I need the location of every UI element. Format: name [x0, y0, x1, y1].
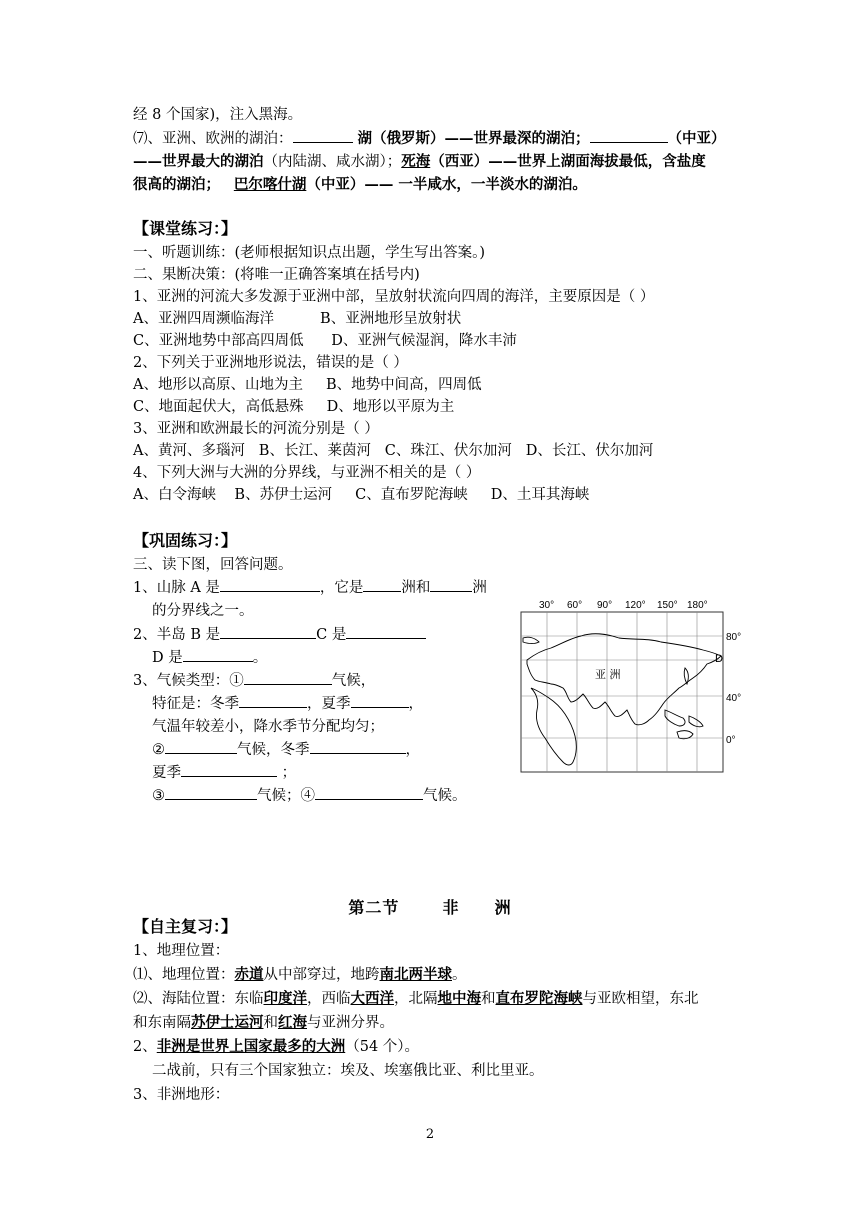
text: ，夏季 — [307, 696, 351, 712]
text: 和东南隔 — [133, 1015, 191, 1031]
text: （54 个）。 — [345, 1039, 420, 1055]
text: ，西临 — [307, 991, 351, 1007]
text: 赤道 — [234, 966, 264, 983]
blank — [220, 624, 316, 639]
text: ③ — [152, 788, 165, 804]
text: 红海 — [278, 1014, 307, 1031]
text: 。 — [252, 650, 268, 666]
text: 气候。 — [423, 788, 467, 804]
text: 气候，冬季 — [237, 742, 310, 758]
text-line: 4、下列大洲与大洲的分界线，与亚洲不相关的是（ ） — [133, 465, 481, 481]
text: 巴尔喀什湖 — [233, 176, 307, 193]
text-line — [133, 577, 487, 599]
text-line — [133, 964, 467, 986]
page-number: 2 — [425, 1127, 435, 1142]
text: ⑺、亚洲、欧洲的湖泊： — [133, 131, 293, 147]
coastline — [523, 634, 721, 765]
section-header: 【巩固练习：】 — [133, 531, 238, 550]
text-line: 的分界线之一。 — [152, 603, 254, 619]
text: ⑵、海陆位置：东临 — [133, 991, 264, 1007]
blank — [220, 577, 320, 592]
text-line: 二、果断决策：(将唯一正确答案填在括号内) — [133, 267, 420, 283]
text-line — [133, 670, 375, 692]
blank — [183, 647, 253, 662]
text: ，北隔 — [394, 991, 438, 1007]
text: ， — [405, 742, 420, 758]
title-part: 第二节 — [348, 898, 400, 917]
section-header: 【课堂练习：】 — [133, 219, 238, 238]
text-line: A、亚洲四周濒临海洋 B、亚洲地形呈放射状 — [133, 311, 462, 327]
text: D 是 — [152, 650, 183, 666]
text: 2、 — [133, 1039, 157, 1055]
text-line: 二战前，只有三个国家独立：埃及、埃塞俄比亚、利比里亚。 — [152, 1063, 544, 1079]
text: ，它是 — [319, 580, 364, 596]
blank — [351, 693, 409, 708]
section-header: 【自主复习：】 — [133, 917, 238, 936]
blank — [346, 624, 426, 639]
text-line: 3、非洲地形： — [133, 1087, 230, 1103]
lon-label: 90° — [597, 600, 613, 611]
blank — [239, 693, 307, 708]
text-line — [133, 1012, 394, 1034]
text: ⑴、地理位置： — [133, 967, 235, 983]
lon-label: 60° — [567, 600, 583, 611]
lat-label: 80° — [726, 632, 742, 643]
title-part: 非 — [442, 898, 460, 917]
blank — [363, 577, 401, 592]
text: 从中部穿过，地跨 — [263, 967, 380, 983]
lat-label: 40° — [726, 693, 742, 704]
blank — [244, 670, 332, 685]
text-line — [133, 128, 726, 150]
text: 经 8 个国家)，注入黑海。 — [133, 107, 303, 123]
text: 与亚欧相望，东北 — [582, 991, 699, 1007]
blank — [165, 739, 237, 754]
text-line — [152, 739, 420, 761]
text-line — [133, 174, 587, 196]
text: 和 — [263, 1015, 278, 1031]
text-line: 三、读下图，回答问题。 — [133, 557, 293, 573]
lat-label: 0° — [726, 735, 736, 746]
text: 湖（俄罗斯）——世界最深的湖泊； — [352, 130, 590, 147]
text: 3、气候类型：① — [133, 673, 244, 689]
text-line — [133, 1036, 419, 1058]
text: （内陆湖、咸水湖）； — [263, 154, 402, 170]
text: ， — [408, 696, 423, 712]
text: 印度洋 — [263, 990, 307, 1007]
text-line — [152, 762, 296, 784]
text: 与亚洲分界。 — [307, 1015, 394, 1031]
text-line: 1、亚洲的河流大多发源于亚洲中部，呈放射状流向四周的海洋，主要原因是（ ） — [133, 289, 655, 305]
asia-map — [517, 598, 749, 776]
text-line — [133, 624, 426, 646]
text-line — [133, 988, 699, 1010]
text: 气候；④ — [257, 788, 315, 804]
lon-label: 120° — [625, 600, 646, 611]
region-label: 亚 洲 — [595, 668, 621, 681]
blank — [315, 785, 423, 800]
point-label: D — [715, 653, 723, 665]
title-part: 洲 — [494, 898, 512, 917]
text-line: 气温年较差小，降水季节分配均匀； — [152, 719, 384, 735]
text-line — [152, 785, 467, 807]
text: （西亚）——世界上湖面海拔最低，含盐度 — [430, 153, 706, 170]
blank — [310, 739, 406, 754]
blank — [293, 128, 353, 143]
text: （中亚）—— 一半咸水，一半淡水的湖泊。 — [306, 176, 587, 193]
text-line: 一、听题训练：(老师根据知识点出题，学生写出答案。) — [133, 245, 486, 261]
text: 洲 — [472, 580, 487, 596]
text: 特征是：冬季 — [152, 696, 239, 712]
text-line: A、黄河、多瑙河 B、长江、莱茵河 C、珠江、伏尔加河 D、长江、伏尔加河 — [133, 443, 654, 459]
text: （中亚） — [667, 130, 726, 147]
text: 死海 — [401, 153, 431, 170]
text-line: 1、地理位置： — [133, 943, 230, 959]
text: ——世界最大的湖泊 — [133, 153, 264, 170]
text: 南北两半球 — [379, 966, 452, 983]
text-line: C、地面起伏大，高低悬殊 D、地形以平原为主 — [133, 399, 455, 415]
text: 1、山脉 A 是 — [133, 580, 220, 596]
text: C 是 — [316, 627, 347, 643]
text: 和 — [481, 991, 496, 1007]
text: 。 — [452, 967, 467, 983]
text: 非洲是世界上国家最多的大洲 — [156, 1038, 346, 1055]
text: 大西洋 — [350, 990, 394, 1007]
text-line: A、地形以高原、山地为主 B、地势中间高，四周低 — [133, 377, 482, 393]
text: 2、半岛 B 是 — [133, 627, 221, 643]
text: 气候， — [331, 673, 376, 689]
text-line — [133, 151, 706, 173]
text: 洲和 — [401, 580, 431, 596]
lon-label: 150° — [657, 600, 678, 611]
text: ② — [152, 742, 165, 758]
text: 夏季 — [152, 765, 181, 781]
lon-label: 180° — [687, 600, 708, 611]
text-line: A、白令海峡 B、苏伊士运河 C、直布罗陀海峡 D、土耳其海峡 — [133, 487, 590, 503]
text: 苏伊士运河 — [191, 1014, 264, 1031]
blank — [430, 577, 472, 592]
section-title — [0, 895, 860, 918]
lon-label: 30° — [539, 600, 555, 611]
text-line — [133, 104, 302, 126]
text-line: C、亚洲地势中部高四周低 D、亚洲气候湿润，降水丰沛 — [133, 333, 517, 349]
text-line: 3、亚洲和欧洲最长的河流分别是（ ） — [133, 421, 379, 437]
text: 直布罗陀海峡 — [495, 990, 583, 1007]
text-line: 2、下列关于亚洲地形说法，错误的是（ ） — [133, 355, 408, 371]
text: 很高的湖泊； — [133, 176, 220, 193]
blank — [181, 762, 277, 777]
text: ； — [281, 765, 297, 781]
blank — [590, 128, 668, 143]
text-line — [152, 647, 267, 669]
text: 地中海 — [437, 990, 481, 1007]
blank — [165, 785, 257, 800]
text-line — [152, 693, 423, 715]
